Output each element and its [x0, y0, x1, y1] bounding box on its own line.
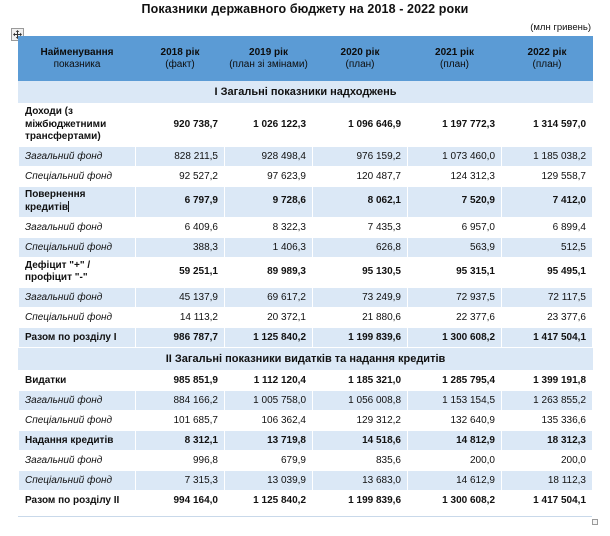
column-header-main: 2021 рік: [435, 46, 474, 58]
column-header-main: 2018 рік: [160, 46, 200, 58]
cell-value[interactable]: 95 495,1: [502, 257, 593, 287]
table-header-row: [19, 37, 593, 81]
cell-value[interactable]: 1 153 154,5: [408, 390, 502, 410]
cell-value[interactable]: 1 314 597,0: [502, 104, 593, 147]
cell-value[interactable]: 72 937,5: [408, 287, 502, 307]
cell-value[interactable]: 9 728,6: [225, 186, 313, 217]
cell-value[interactable]: 976 159,2: [313, 146, 408, 166]
cell-value[interactable]: 920 738,7: [136, 104, 225, 147]
cell-value[interactable]: 994 164,0: [136, 490, 225, 510]
table-body[interactable]: [19, 81, 593, 511]
column-header-sub: (план): [345, 58, 375, 70]
cell-value[interactable]: 120 487,7: [313, 166, 408, 186]
cell-value[interactable]: 8 322,3: [225, 217, 313, 237]
cell-value[interactable]: 135 336,6: [502, 410, 593, 430]
row-label[interactable]: Доходи (з міжбюджетними трансфертами): [19, 104, 136, 147]
column-header-main: 2019 рік: [249, 46, 288, 58]
cell-value[interactable]: 512,5: [502, 237, 593, 257]
column-header-main: 2022 рік: [527, 46, 567, 58]
cell-value[interactable]: 1 112 120,4: [225, 370, 313, 390]
row-label[interactable]: Разом по розділу II: [19, 490, 136, 510]
cell-value[interactable]: 1 125 840,2: [225, 490, 313, 510]
column-header-1[interactable]: [136, 37, 225, 81]
table-row[interactable]: [19, 490, 593, 510]
row-label[interactable]: Дефіцит "+" / профіцит "-": [19, 257, 136, 287]
cell-value[interactable]: 835,6: [313, 450, 408, 470]
cell-value[interactable]: 18 312,3: [502, 430, 593, 450]
row-label[interactable]: Разом по розділу I: [19, 327, 136, 347]
cell-value[interactable]: 21 880,6: [313, 307, 408, 327]
table-row[interactable]: [19, 430, 593, 450]
section-heading-row: [19, 81, 593, 104]
table-row[interactable]: [19, 410, 593, 430]
cell-value[interactable]: 72 117,5: [502, 287, 593, 307]
cell-value[interactable]: 1 199 839,6: [313, 490, 408, 510]
table-row[interactable]: [19, 370, 593, 390]
cell-value[interactable]: 679,9: [225, 450, 313, 470]
budget-table[interactable]: [18, 36, 593, 511]
cell-value[interactable]: 7 412,0: [502, 186, 593, 217]
cell-value[interactable]: 106 362,4: [225, 410, 313, 430]
budget-table-container[interactable]: [18, 36, 592, 511]
cell-value[interactable]: 18 112,3: [502, 470, 593, 490]
cell-value[interactable]: 132 640,9: [408, 410, 502, 430]
column-header-sub: (план): [532, 58, 562, 70]
cell-value[interactable]: 7 520,9: [408, 186, 502, 217]
cell-value[interactable]: 200,0: [502, 450, 593, 470]
column-header-main: 2020 рік: [340, 46, 380, 58]
row-label[interactable]: Загальний фонд: [19, 390, 136, 410]
cell-value[interactable]: 985 851,9: [136, 370, 225, 390]
table-row[interactable]: [19, 470, 593, 490]
cell-value[interactable]: 95 315,1: [408, 257, 502, 287]
column-header-main: Найменування: [40, 46, 114, 58]
cell-value[interactable]: 626,8: [313, 237, 408, 257]
cell-value[interactable]: 97 623,9: [225, 166, 313, 186]
cell-value[interactable]: 101 685,7: [136, 410, 225, 430]
row-label[interactable]: Видатки: [19, 370, 136, 390]
cell-value[interactable]: 1 300 608,2: [408, 327, 502, 347]
cell-value[interactable]: 6 409,6: [136, 217, 225, 237]
cell-value[interactable]: 7 315,3: [136, 470, 225, 490]
cell-value[interactable]: 14 113,2: [136, 307, 225, 327]
cell-value[interactable]: 1 096 646,9: [313, 104, 408, 147]
cell-value[interactable]: 14 518,6: [313, 430, 408, 450]
table-row[interactable]: [19, 166, 593, 186]
row-label[interactable]: Спеціальний фонд: [19, 410, 136, 430]
row-label[interactable]: Загальний фонд: [19, 146, 136, 166]
cell-value[interactable]: 45 137,9: [136, 287, 225, 307]
column-header-sub: (план): [440, 58, 469, 70]
cell-value[interactable]: 92 527,2: [136, 166, 225, 186]
cell-value[interactable]: 986 787,7: [136, 327, 225, 347]
column-header-sub: (план зі змінами): [229, 58, 308, 70]
row-label[interactable]: Загальний фонд: [19, 450, 136, 470]
column-header-2[interactable]: [225, 37, 313, 81]
cell-value[interactable]: 13 719,8: [225, 430, 313, 450]
section-heading-row: [19, 347, 593, 370]
row-label[interactable]: Спеціальний фонд: [19, 237, 136, 257]
row-label[interactable]: Повернення кредитів: [19, 186, 136, 217]
cell-value[interactable]: 13 683,0: [313, 470, 408, 490]
table-row[interactable]: [19, 146, 593, 166]
cell-value[interactable]: 1 300 608,2: [408, 490, 502, 510]
cell-value[interactable]: 8 312,1: [136, 430, 225, 450]
cell-value[interactable]: 1 005 758,0: [225, 390, 313, 410]
table-bottom-rule: [18, 516, 592, 517]
cell-value[interactable]: 69 617,2: [225, 287, 313, 307]
row-label[interactable]: Спеціальний фонд: [19, 307, 136, 327]
cell-value[interactable]: 129 558,7: [502, 166, 593, 186]
cell-value[interactable]: 14 612,9: [408, 470, 502, 490]
cell-value[interactable]: 89 989,3: [225, 257, 313, 287]
row-label[interactable]: Загальний фонд: [19, 287, 136, 307]
cell-value[interactable]: 6 797,9: [136, 186, 225, 217]
cell-value[interactable]: 200,0: [408, 450, 502, 470]
row-label[interactable]: Надання кредитів: [19, 430, 136, 450]
column-header-0[interactable]: [19, 37, 136, 81]
table-row[interactable]: [19, 307, 593, 327]
cell-value[interactable]: 20 372,1: [225, 307, 313, 327]
cell-value[interactable]: 95 130,5: [313, 257, 408, 287]
cell-value[interactable]: 1 417 504,1: [502, 327, 593, 347]
cell-value[interactable]: 1 185 038,2: [502, 146, 593, 166]
cell-value[interactable]: 23 377,6: [502, 307, 593, 327]
cell-value[interactable]: 828 211,5: [136, 146, 225, 166]
cell-value[interactable]: 884 166,2: [136, 390, 225, 410]
cell-value[interactable]: 1 406,3: [225, 237, 313, 257]
cell-value[interactable]: 563,9: [408, 237, 502, 257]
cell-value[interactable]: 8 062,1: [313, 186, 408, 217]
table-row[interactable]: [19, 186, 593, 217]
section-heading: I Загальні показники надходжень: [19, 81, 593, 104]
cell-value[interactable]: 1 399 191,8: [502, 370, 593, 390]
column-header-sub: (факт): [165, 58, 195, 70]
table-row[interactable]: [19, 217, 593, 237]
table-row[interactable]: [19, 257, 593, 287]
row-label[interactable]: Загальний фонд: [19, 217, 136, 237]
table-row[interactable]: [19, 104, 593, 147]
resize-handle-icon[interactable]: [592, 519, 598, 525]
table-row[interactable]: [19, 327, 593, 347]
row-label[interactable]: Спеціальний фонд: [19, 166, 136, 186]
cell-value[interactable]: 928 498,4: [225, 146, 313, 166]
units-note: (млн гривень): [530, 22, 591, 33]
cell-value[interactable]: 13 039,9: [225, 470, 313, 490]
cell-value[interactable]: 1 263 855,2: [502, 390, 593, 410]
cell-value[interactable]: 1 197 772,3: [408, 104, 502, 147]
table-row[interactable]: [19, 237, 593, 257]
column-header-sub: показника: [53, 58, 101, 70]
cell-value[interactable]: 129 312,2: [313, 410, 408, 430]
row-label[interactable]: Спеціальний фонд: [19, 470, 136, 490]
table-row[interactable]: [19, 450, 593, 470]
cell-value[interactable]: 124 312,3: [408, 166, 502, 186]
cell-value[interactable]: 1 285 795,4: [408, 370, 502, 390]
section-heading: II Загальні показники видатків та надання кредитів: [19, 347, 593, 370]
cell-value[interactable]: 1 185 321,0: [313, 370, 408, 390]
cell-value[interactable]: 6 957,0: [408, 217, 502, 237]
cell-value[interactable]: 14 812,9: [408, 430, 502, 450]
cell-value[interactable]: 996,8: [136, 450, 225, 470]
cell-value[interactable]: 6 899,4: [502, 217, 593, 237]
column-header-3[interactable]: [313, 37, 408, 81]
cell-value[interactable]: 1 125 840,2: [225, 327, 313, 347]
text-cursor: [68, 201, 69, 212]
cell-value[interactable]: 73 249,9: [313, 287, 408, 307]
table-row[interactable]: [19, 287, 593, 307]
cell-value[interactable]: 59 251,1: [136, 257, 225, 287]
cell-value[interactable]: 1 073 460,0: [408, 146, 502, 166]
page-title: Показники державного бюджету на 2018 - 2022 роки: [141, 2, 469, 16]
cell-value[interactable]: 1 026 122,3: [225, 104, 313, 147]
cell-value[interactable]: 388,3: [136, 237, 225, 257]
table-row[interactable]: [19, 390, 593, 410]
cell-value[interactable]: 1 056 008,8: [313, 390, 408, 410]
cell-value[interactable]: 7 435,3: [313, 217, 408, 237]
table-header: [19, 37, 593, 81]
cell-value[interactable]: 1 199 839,6: [313, 327, 408, 347]
column-header-5[interactable]: [502, 37, 593, 81]
cell-value[interactable]: 22 377,6: [408, 307, 502, 327]
column-header-4[interactable]: [408, 37, 502, 81]
cell-value[interactable]: 1 417 504,1: [502, 490, 593, 510]
